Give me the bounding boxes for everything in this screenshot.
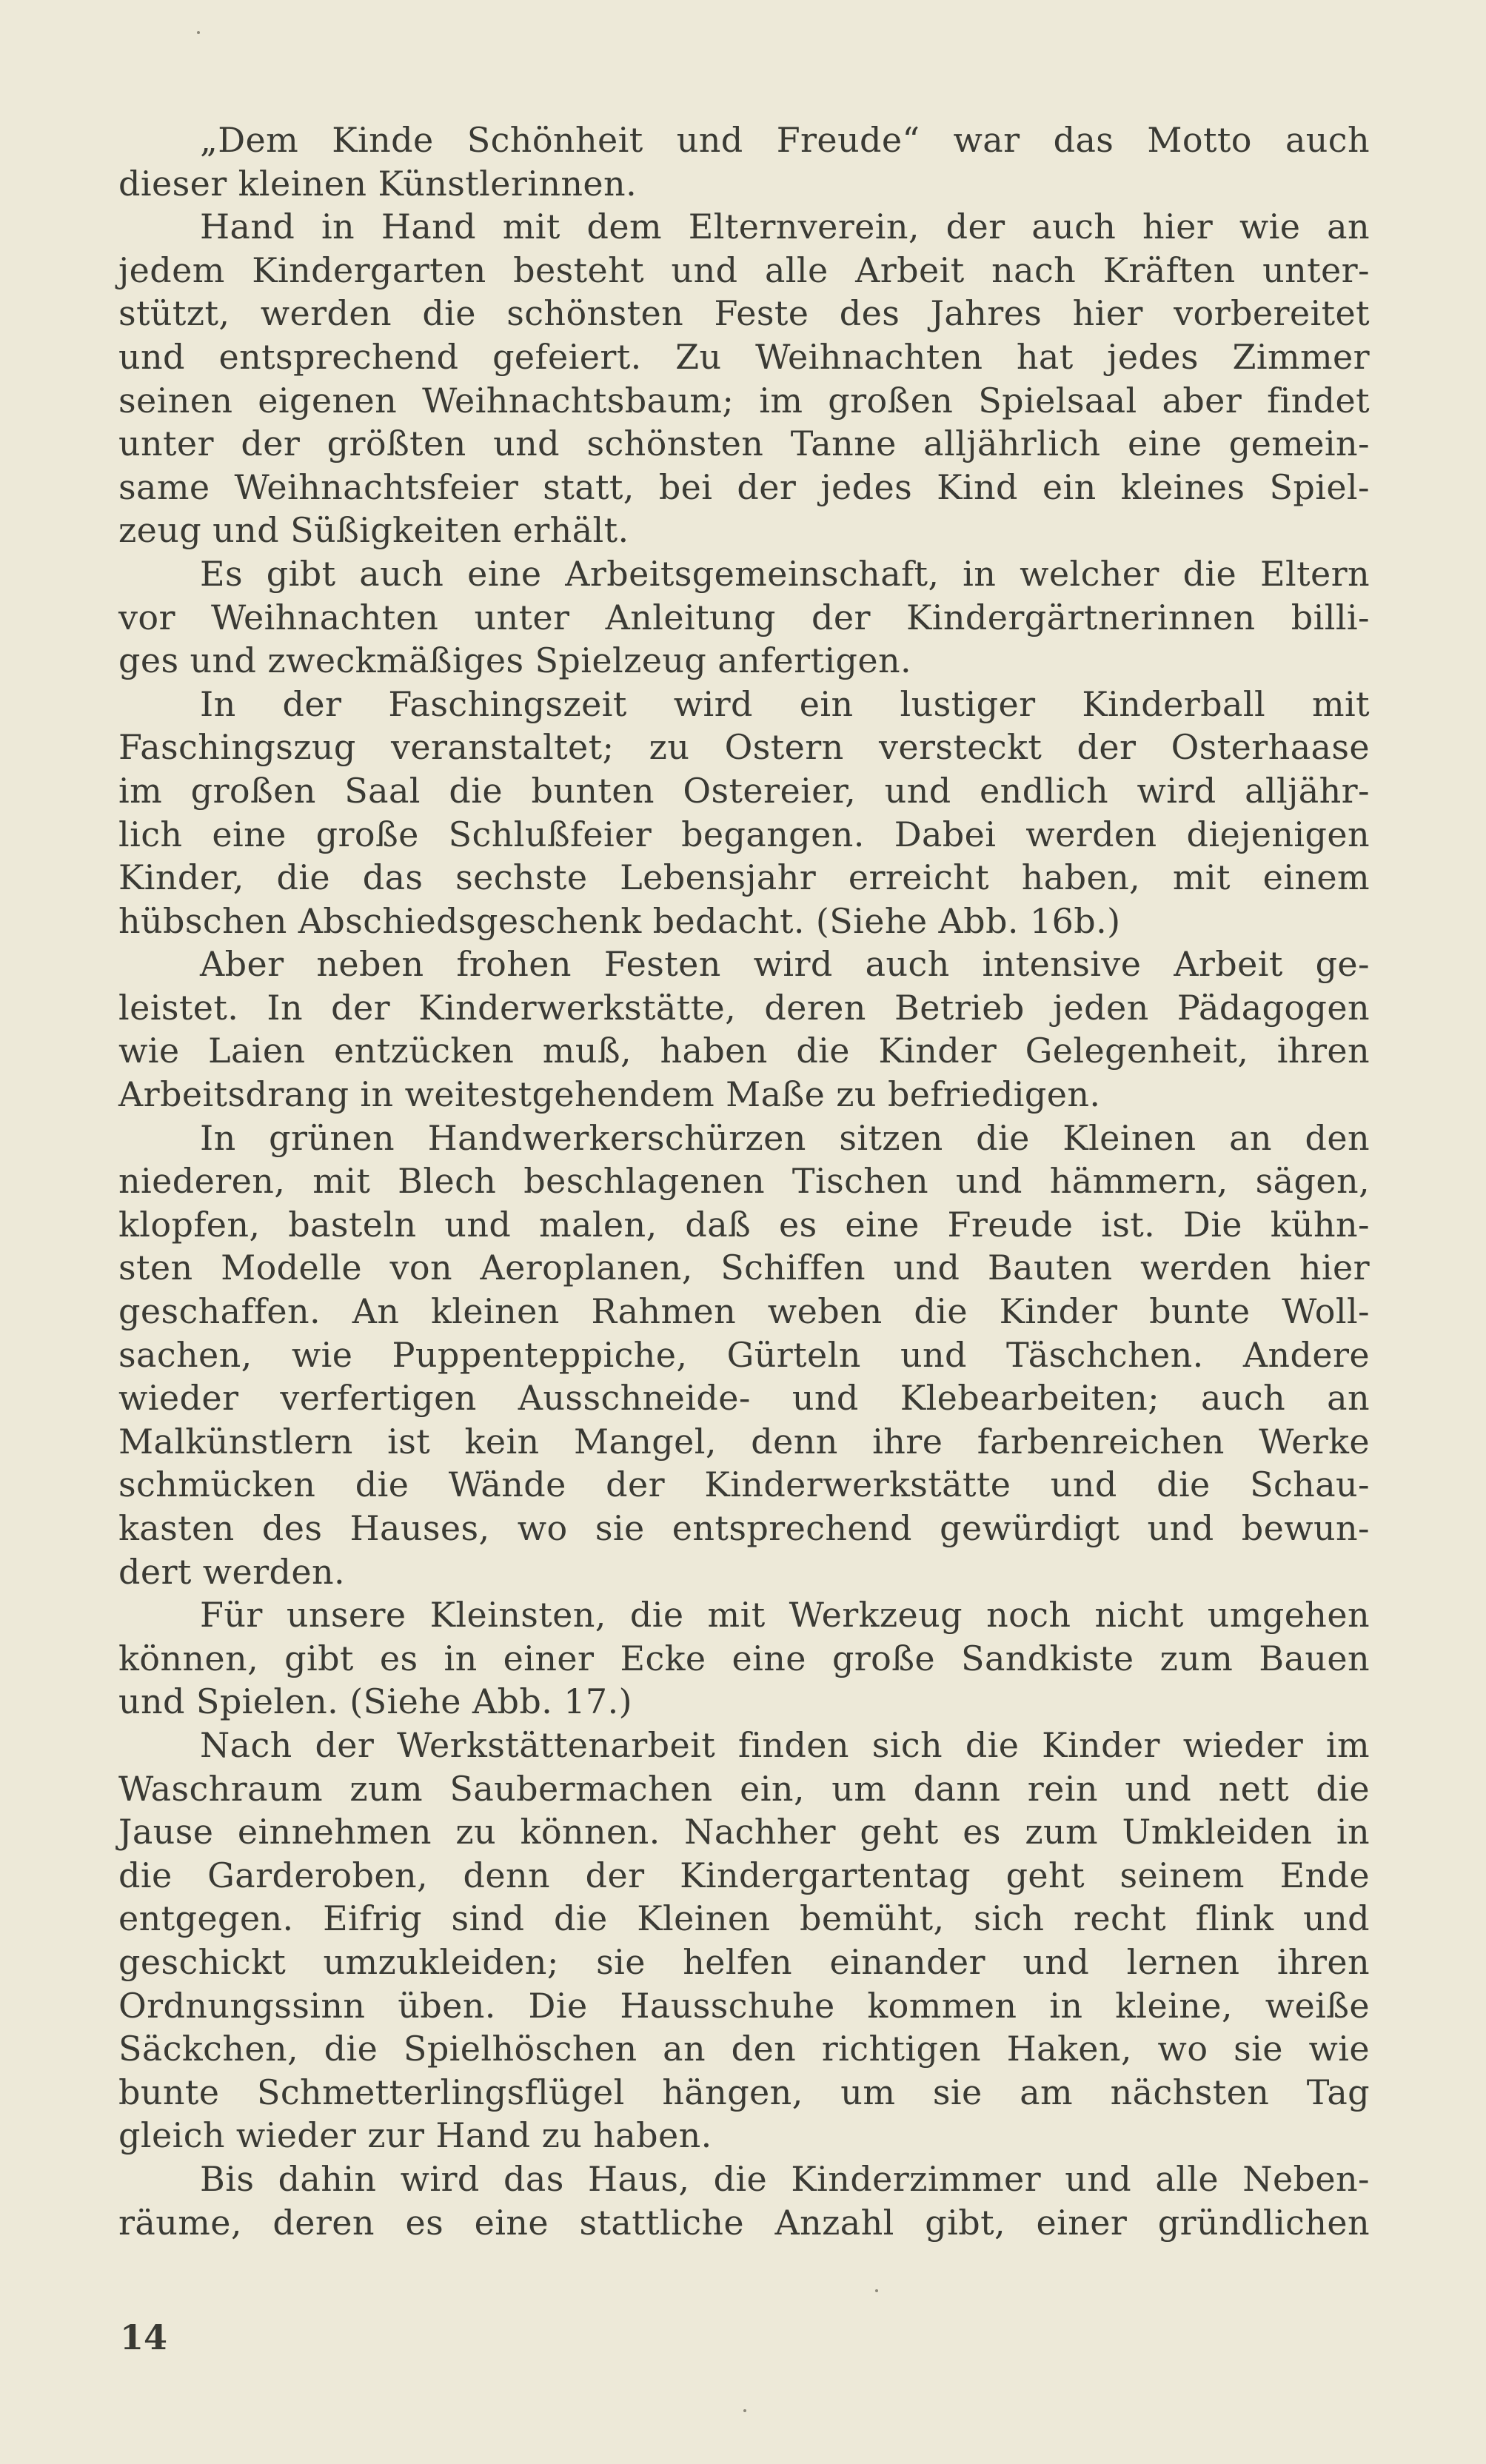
text-line: im großen Saal die bunten Ostereier, und endlich wird alljähr- [118,770,1370,811]
text-line: Bis dahin wird das Haus, die Kinderzimmer und alle Neben- [200,2158,1370,2199]
text-line: können, gibt es in einer Ecke eine große Sandkiste zum Bauen [118,1638,1370,1678]
text-line: Malkünstlern ist kein Mangel, denn ihre farbenreichen Werke [118,1421,1370,1462]
text-line: sten Modelle von Aeroplanen, Schiffen und Bauten werden hier [118,1248,1370,1288]
text-line: Jause einnehmen zu können. Nachher geht es zum Umkleiden in [118,1812,1370,1852]
text-line: Hand in Hand mit dem Elternverein, der auch hier wie an [200,207,1370,247]
text-line: Kinder, die das sechste Lebensjahr erreicht haben, mit einem [118,857,1370,898]
text-line: wieder verfertigen Ausschneide- und Klebearbeiten; auch an [118,1378,1370,1419]
text-line: räume, deren es eine stattliche Anzahl gibt, einer gründlichen [118,2202,1370,2243]
text-line: bunte Schmetterlingsflügel hängen, um sie am nächsten Tag [118,2072,1370,2112]
text-line: same Weihnachtsfeier statt, bei der jedes Kind ein kleines Spiel- [118,466,1370,507]
text-line: In grünen Handwerkerschürzen sitzen die Kleinen an den [200,1117,1370,1158]
text-line: unter der größten und schönsten Tanne alljährlich eine gemein- [118,424,1370,464]
text-line: leistet. In der Kinderwerkstätte, deren Betrieb jeden Pädagogen [118,987,1370,1028]
text-line: geschaffen. An kleinen Rahmen weben die Kinder bunte Woll- [118,1291,1370,1332]
text-line: Es gibt auch eine Arbeitsgemeinschaft, in welcher die Eltern [200,553,1370,594]
text-line: hübschen Abschiedsgeschenk bedacht. (Siehe Abb. 16b.) [118,900,1121,941]
text-line: Ordnungssinn üben. Die Hausschuhe kommen in kleine, weiße [118,1985,1370,2026]
body-text [118,118,1370,2244]
text-line: zeug und Süßigkeiten erhält. [118,510,629,551]
text-line: entgegen. Eifrig sind die Kleinen bemüht, sich recht flink und [118,1898,1370,1939]
text-line: jedem Kindergarten besteht und alle Arbeit nach Kräften unter- [118,250,1370,290]
text-line: geschickt umzukleiden; sie helfen einander und lernen ihren [118,1941,1370,1982]
text-line: die Garderoben, denn der Kindergartentag geht seinem Ende [118,1855,1370,1895]
text-line: niederen, mit Blech beschlagenen Tischen und hämmern, sägen, [118,1161,1370,1202]
text-line: gleich wieder zur Hand zu haben. [118,2115,712,2156]
text-line: und Spielen. (Siehe Abb. 17.) [118,1681,632,1722]
text-line: kasten des Hauses, wo sie entsprechend gewürdigt und bewun- [118,1508,1370,1548]
text-line: dieser kleinen Künstlerinnen. [118,163,637,204]
text-line: ges und zweckmäßiges Spielzeug anfertigen. [118,640,912,681]
paper-speck [197,31,200,34]
text-line: wie Laien entzücken muß, haben die Kinder Gelegenheit, ihren [118,1031,1370,1071]
text-line: Aber neben frohen Festen wird auch intensive Arbeit ge- [200,944,1370,985]
text-line: Für unsere Kleinsten, die mit Werkzeug noch nicht umgehen [200,1595,1370,1636]
text-line: stützt, werden die schönsten Feste des Jahres hier vorbereitet [118,293,1370,334]
text-line: Waschraum zum Saubermachen ein, um dann rein und nett die [118,1768,1370,1809]
text-line: Säckchen, die Spielhöschen an den richtigen Haken, wo sie wie [118,2029,1370,2069]
text-line: Arbeitsdrang in weitestgehendem Maße zu befriedigen. [118,1074,1101,1115]
text-line: dert werden. [118,1551,346,1592]
text-line: vor Weihnachten unter Anleitung der Kindergärtnerinnen billi- [118,597,1370,637]
text-line: und entsprechend gefeiert. Zu Weihnachten hat jedes Zimmer [118,336,1370,377]
page-number: 14 [120,2317,168,2357]
text-line: seinen eigenen Weihnachtsbaum; im großen Spielsaal aber findet [118,380,1370,421]
text-line: Nach der Werkstättenarbeit finden sich die Kinder wieder im [200,1724,1370,1765]
text-line: schmücken die Wände der Kinderwerkstätte und die Schau- [118,1464,1370,1505]
text-line: lich eine große Schlußfeier begangen. Dabei werden diejenigen [118,814,1370,854]
paper-speck [743,2409,746,2412]
text-line: Faschingszug veranstaltet; zu Ostern versteckt der Osterhaase [118,727,1370,768]
text-line: „Dem Kinde Schönheit und Freude“ war das Motto auch [200,120,1370,160]
paper-speck [875,2289,878,2292]
text-line: klopfen, basteln und malen, daß es eine Freude ist. Die kühn- [118,1204,1370,1245]
text-line: In der Faschingszeit wird ein lustiger Kinderball mit [200,683,1370,724]
text-line: sachen, wie Puppenteppiche, Gürteln und Täschchen. Andere [118,1334,1370,1375]
